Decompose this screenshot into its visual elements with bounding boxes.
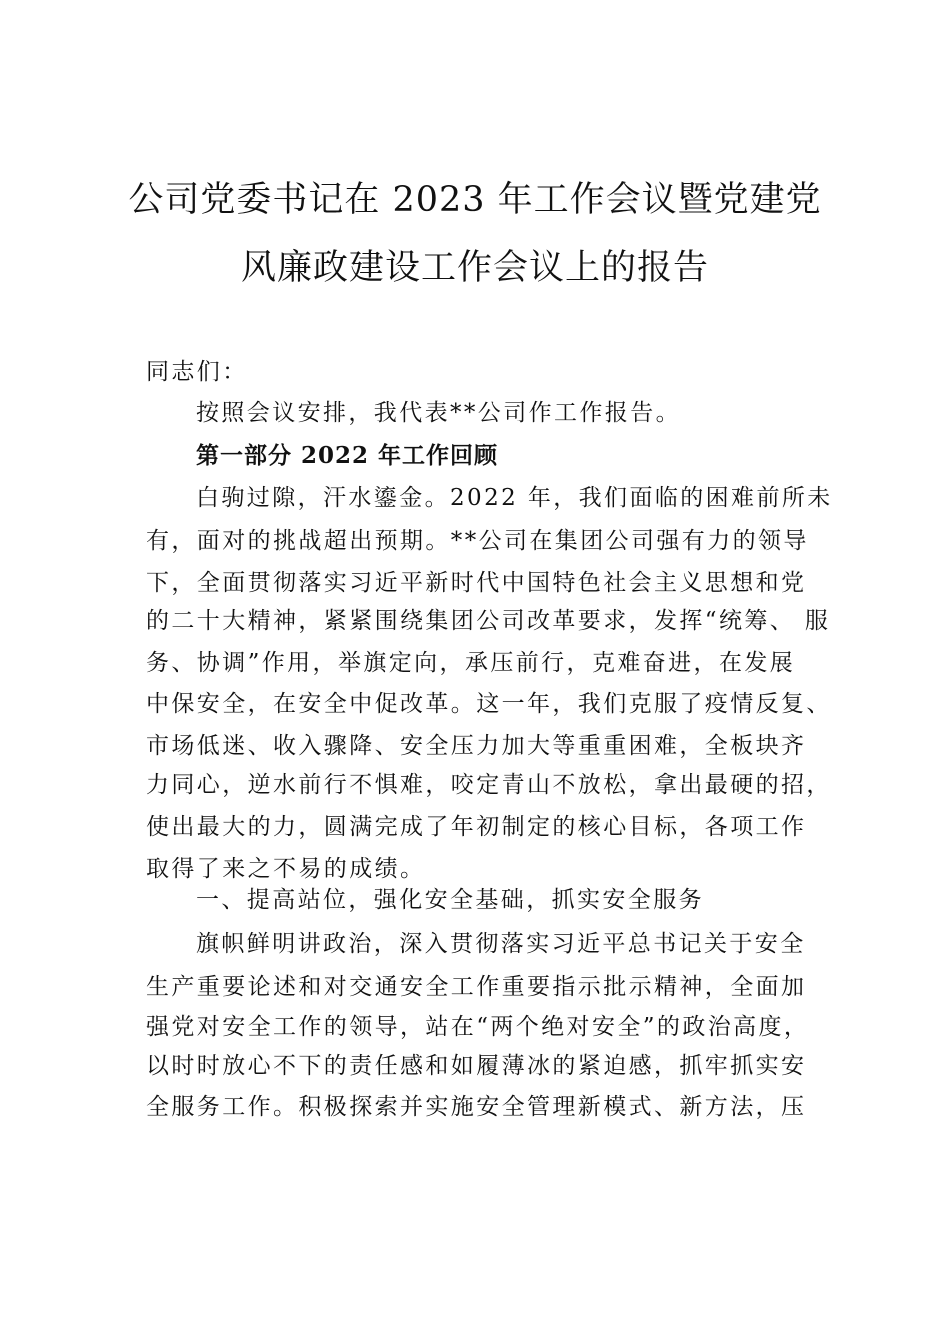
paragraph-line: 全服务工作。积极探索并实施安全管理新模式、新方法，压 <box>146 1094 807 1120</box>
section-heading: 第一部分 2022 年工作回顾 <box>196 442 499 469</box>
paragraph-line: 市场低迷、收入骤降、安全压力加大等重重困难，全板块齐 <box>146 733 807 759</box>
paragraph-line: 以时时放心不下的责任感和如履薄冰的紧迫感，抓牢抓实安 <box>146 1053 807 1079</box>
intro-paragraph: 按照会议安排，我代表**公司作工作报告。 <box>196 400 681 426</box>
salutation: 同志们： <box>146 359 248 385</box>
paragraph-line: 白驹过隙，汗水鎏金。2022 年，我们面临的困难前所未 <box>196 485 833 511</box>
paragraph-line: 取得了来之不易的成绩。 <box>146 856 426 882</box>
paragraph-line: 使出最大的力，圆满完成了年初制定的核心目标，各项工作 <box>146 814 807 840</box>
paragraph-line: 生产重要论述和对交通安全工作重要指示批示精神，全面加 <box>146 974 807 1000</box>
paragraph-line: 中保安全，在安全中促改革。这一年，我们克服了疫情反复、 <box>146 691 832 717</box>
document-title-line-1: 公司党委书记在 2023 年工作会议暨党建党 <box>128 180 822 220</box>
paragraph-line: 强党对安全工作的领导，站在“两个绝对安全”的政治高度， <box>146 1014 810 1040</box>
paragraph-line: 有，面对的挑战超出预期。**公司在集团公司强有力的领导 <box>146 528 809 554</box>
paragraph-line: 务、协调”作用，举旗定向，承压前行，克难奋进，在发展 <box>146 650 796 676</box>
paragraph-line: 力同心，逆水前行不惧难，咬定青山不放松，拿出最硬的招， <box>146 772 832 798</box>
paragraph-line: 下，全面贯彻落实习近平新时代中国特色社会主义思想和党 <box>146 570 807 596</box>
paragraph-line: 的二十大精神，紧紧围绕集团公司改革要求，发挥“统筹、 服 <box>146 608 831 634</box>
document-title-line-2: 风廉政建设工作会议上的报告 <box>240 248 709 288</box>
subsection-heading: 一、提高站位，强化安全基础，抓实安全服务 <box>196 887 704 913</box>
paragraph-line: 旗帜鲜明讲政治，深入贯彻落实习近平总书记关于安全 <box>196 931 806 957</box>
